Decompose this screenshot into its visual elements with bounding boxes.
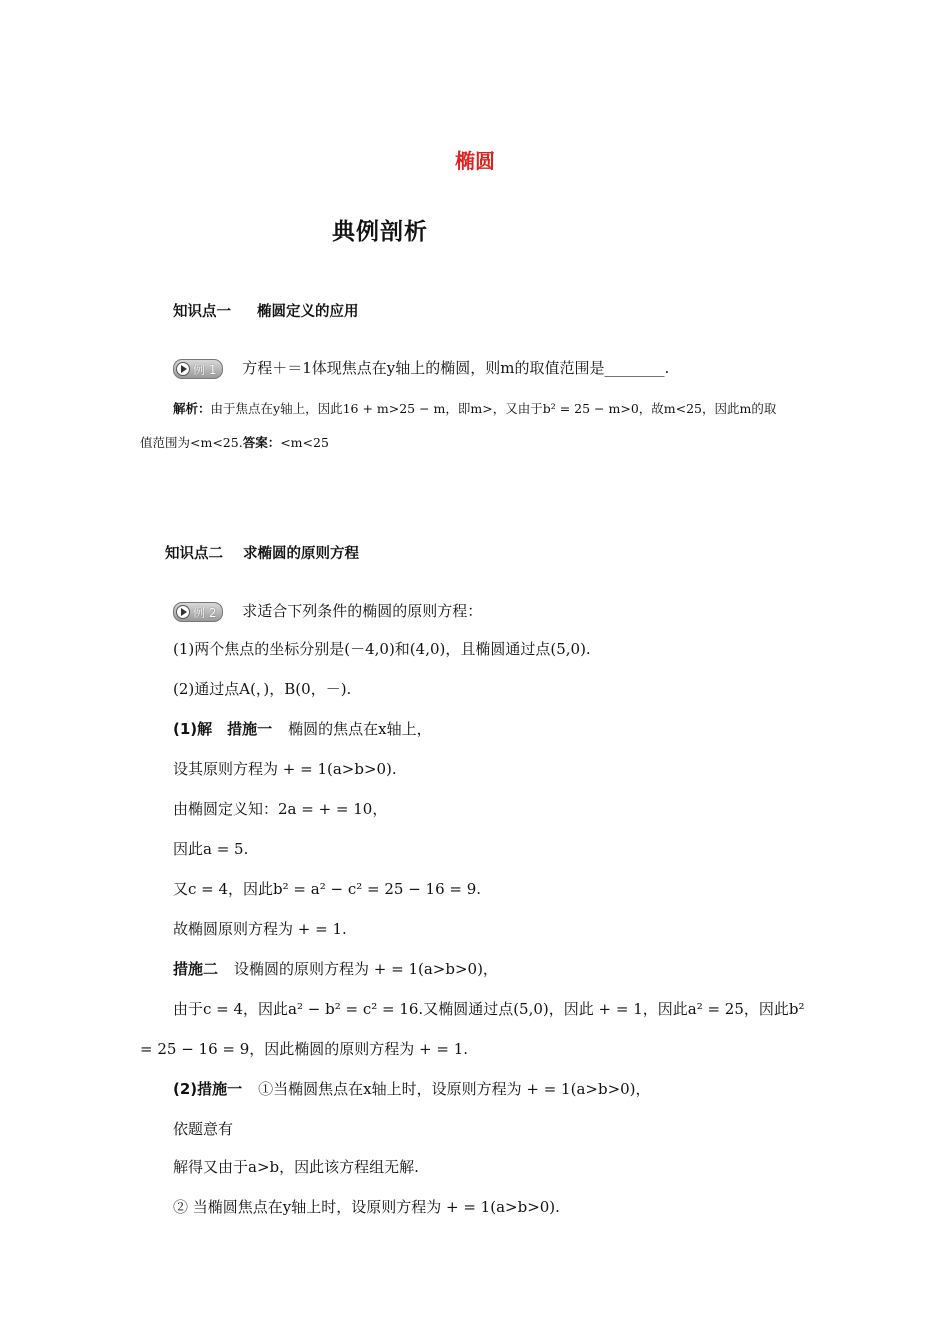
analysis-text-2: 值范围为<m<25.: [140, 435, 243, 450]
method-2-detail-1: 由于c = 4，因此a² − b² = c² = 16.又椭圆通过点(5,0)，因此 + = 1，因此a² = 25，因此b²: [173, 1000, 805, 1018]
example-1-analysis-line1: [173, 399, 776, 417]
example-1-question: 方程＋＝1体现焦点在y轴上的椭圆，则m的取值范围是________.: [242, 359, 670, 377]
analysis-text-1: 由于焦点在y轴上，因此16 + m>25 − m，即m>，又由于b² = 25 − m>0，故m<25，因此m的取: [210, 401, 777, 416]
solution-step-2: 由椭圆定义知：2a = + = 10，: [173, 800, 388, 818]
knowledge-point-1-heading: [173, 300, 359, 321]
solution-step-3: 因此a = 5.: [173, 840, 249, 858]
solution-step-5: 故椭圆原则方程为 + = 1.: [173, 920, 347, 938]
solution-1-text: 椭圆的焦点在x轴上，: [288, 720, 432, 738]
solution-step-4: 又c = 4，因此b² = a² − c² = 25 − 16 = 9.: [173, 880, 482, 898]
solution-step-1: 设其原则方程为 + = 1(a>b>0).: [173, 760, 397, 778]
condition-1: (1)两个焦点的坐标分别是(－4,0)和(4,0)，且椭圆通过点(5,0).: [173, 640, 591, 658]
play-icon: [176, 362, 190, 376]
kp2-name: 求椭圆的原则方程: [243, 546, 359, 562]
method-2-text: 设椭圆的原则方程为 + = 1(a>b>0)，: [234, 960, 498, 978]
method-2-label: 措施二: [173, 960, 219, 978]
part-2-method-1-line: [173, 1078, 651, 1099]
method-2-line: [173, 958, 498, 979]
example-1-badge: 例 1: [173, 359, 223, 379]
play-icon: [176, 605, 190, 619]
kp1-name: 椭圆定义的应用: [257, 304, 359, 320]
solution-1-method-1-line: [173, 718, 432, 739]
example-2-question: 求适合下列条件的椭圆的原则方程：: [242, 602, 483, 620]
part-2-step-2: 解得又由于a>b，因此该方程组无解.: [173, 1158, 419, 1176]
section-heading: 典例剖析: [332, 219, 428, 245]
example-1-analysis-line2: [140, 433, 329, 451]
example-2-badge: 例 2: [173, 602, 223, 622]
example-2-question-line: [173, 600, 482, 622]
example-1-question-line: [173, 357, 669, 379]
analysis-label: 解析：: [173, 401, 211, 416]
kp2-label: 知识点二: [165, 546, 223, 562]
knowledge-point-2-heading: [165, 542, 359, 563]
kp1-label: 知识点一: [173, 304, 231, 320]
part-2-step-1: 依题意有: [173, 1120, 234, 1138]
answer-label: 答案：: [242, 435, 281, 450]
part-2-label: (2)措施一: [173, 1080, 243, 1098]
answer-text: <m<25: [280, 435, 329, 450]
page-title: 椭圆: [455, 149, 495, 173]
part-2-text: ①当椭圆焦点在x轴上时，设原则方程为 + = 1(a>b>0)，: [258, 1080, 651, 1098]
method-2-detail-2: = 25 − 16 = 9，因此椭圆的原则方程为 + = 1.: [140, 1040, 469, 1058]
part-2-step-3: ② 当椭圆焦点在y轴上时，设原则方程为 + = 1(a>b>0).: [173, 1198, 560, 1216]
solution-1-label: (1)解 措施一: [173, 720, 273, 738]
condition-2: (2)通过点A(，)，B(0，－).: [173, 680, 352, 698]
